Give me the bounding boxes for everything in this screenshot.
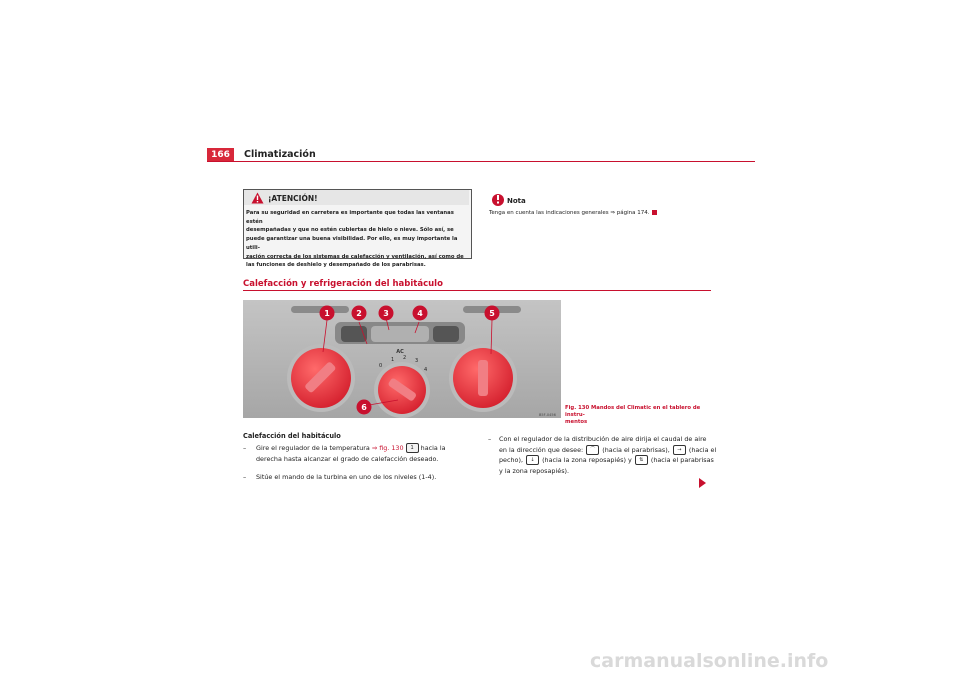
figure-code: B5F-0456 bbox=[539, 413, 556, 417]
chest-icon: → bbox=[673, 445, 686, 455]
fan-level-1: 1 bbox=[391, 357, 395, 363]
callout-badge: 1 bbox=[406, 443, 419, 453]
note-text: Tenga en cuenta las indicaciones generales ⇒ página 174. bbox=[489, 209, 657, 217]
section-rule bbox=[243, 290, 711, 291]
fan-level-0: 0 bbox=[379, 363, 383, 369]
rear-defrost-button bbox=[433, 326, 459, 342]
warning-title: ¡ATENCIÓN! bbox=[268, 194, 318, 203]
list-item: – Con el regulador de la distribución de aire dirija el caudal de aire en la dirección que desee: ⌒ (hacia el parabrisas), → (hacia el pecho), ↓ (hacia la zona reposapiés) y ⇅ (hacia el parabrisas y la zona reposapiés). bbox=[488, 435, 717, 475]
callout-1: 1 bbox=[324, 309, 330, 318]
fan-level-3: 3 bbox=[415, 358, 419, 364]
list-item: – Sitúe el mando de la turbina en uno de los niveles (1-4). bbox=[243, 473, 437, 481]
paragraph-heading: Calefacción del habitáculo bbox=[243, 432, 341, 440]
end-marker-icon bbox=[652, 210, 657, 215]
callout-4: 4 bbox=[417, 309, 423, 318]
warning-text: Para su seguridad en carretera es importante que todas las ventanas estén desempañadas y que no estén cubiertas de hielo o nieve. Sólo así, se puede garantizar una buena visibilidad. Por ello, es muy importante la utili- zación correcta de los sistemas de calefacción y ventilación, así como de las funciones de deshielo y desempañado de los parabrisas. bbox=[246, 210, 464, 269]
ac-button bbox=[371, 326, 429, 342]
running-title: Climatización bbox=[244, 149, 316, 160]
callout-2: 2 bbox=[356, 309, 362, 318]
warning-triangle-icon bbox=[251, 192, 264, 204]
page-number: 166 bbox=[211, 150, 230, 160]
fan-level-2: 2 bbox=[403, 355, 407, 361]
note-title: Nota bbox=[507, 197, 526, 205]
figure-caption: Fig. 130 Mandos del Climatic en el tablero de instru- mentos bbox=[565, 405, 701, 425]
continue-arrow-icon bbox=[699, 478, 706, 488]
ac-label: AC bbox=[396, 349, 404, 355]
climatic-controls-figure bbox=[243, 300, 561, 418]
figure-reference-link[interactable]: ⇒ fig. 130 bbox=[371, 444, 404, 452]
callout-5: 5 bbox=[489, 309, 495, 318]
footwell-icon: ↓ bbox=[526, 455, 539, 465]
callout-3: 3 bbox=[383, 309, 389, 318]
note-icon bbox=[491, 192, 507, 208]
list-item: – Gire el regulador de la temperatura ⇒ fig. 130 1 hacia la derecha hasta alcanzar el grado de calefacción deseado. bbox=[243, 444, 446, 463]
windscreen-icon: ⌒ bbox=[586, 445, 599, 455]
header-rule bbox=[207, 161, 755, 162]
section-title: Calefacción y refrigeración del habitáculo bbox=[243, 279, 443, 289]
windscreen-footwell-icon: ⇅ bbox=[635, 455, 648, 465]
fan-level-4: 4 bbox=[424, 367, 428, 373]
callout-6: 6 bbox=[361, 403, 367, 412]
watermark: carmanualsonline.info bbox=[590, 650, 829, 672]
